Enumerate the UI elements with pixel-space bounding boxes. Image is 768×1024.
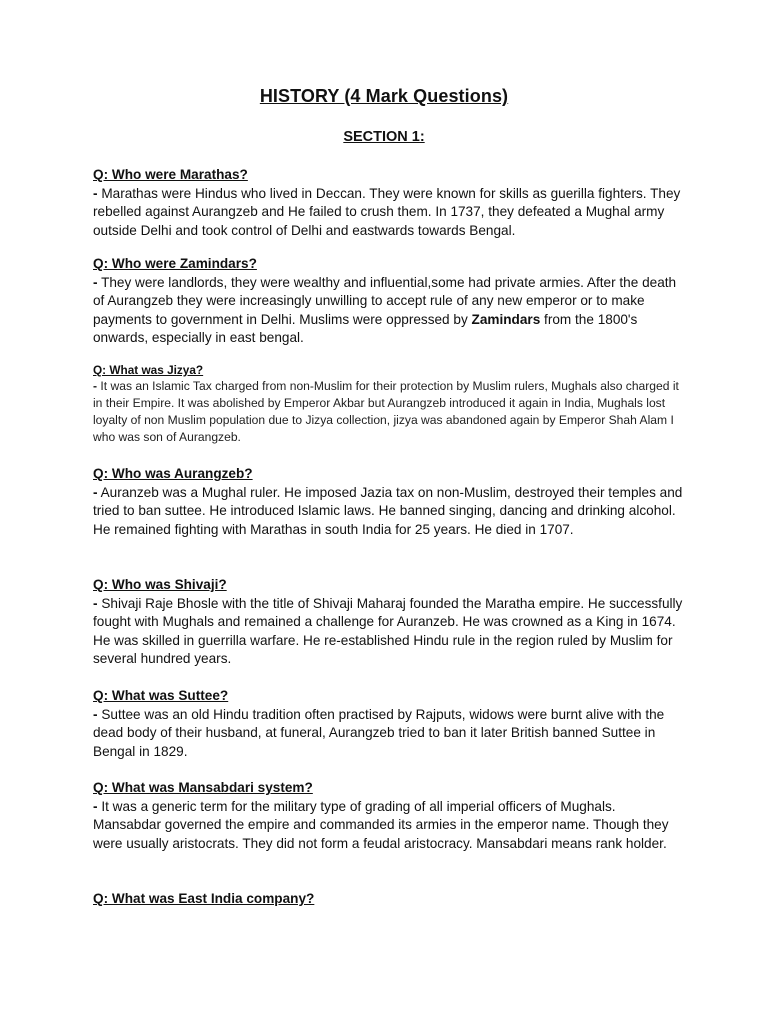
qa-item-east-india-company xyxy=(93,890,683,909)
qa-item-suttee xyxy=(93,687,683,761)
question-marathas: Q: Who were Marathas? xyxy=(93,167,248,182)
answer-bold-term: Zamindars xyxy=(471,311,541,327)
answer-text-after: from the 1800's onwards, especially in east bengal. xyxy=(93,311,638,345)
qa-item-marathas xyxy=(93,166,683,240)
answer-text: Suttee was an old Hindu tradition often practised by Rajputs, widows were burnt alive with the dead body of their husband, at funeral, Aurangzeb tried to ban it later British banned Suttee in Bengal in 1829. xyxy=(93,706,665,759)
answer-text-before: They were landlords, they were wealthy and influential,some had private armies. After the death of Aurangzeb they were increasingly unwilling to accept rule of any new emperor or to make payments to government in Delhi. Muslims were oppressed by xyxy=(93,274,677,327)
answer-text: Auranzeb was a Mughal ruler. He imposed Jazia tax on non-Muslim, destroyed their temples and tried to ban suttee. He introduced Islamic laws. He banned singing, dancing and drinking alcohol. He remained fighting with Marathas in south India for 25 years. He died in 1707. xyxy=(93,484,683,537)
answer-text: Marathas were Hindus who lived in Deccan. They were known for skills as guerilla fighters. They rebelled against Aurangzeb and He failed to crush them. In 1737, they defeated a Mughal army outside Delhi and took control of Delhi and eastwards towards Bengal. xyxy=(93,185,681,238)
document-title: HISTORY (4 Mark Questions) xyxy=(259,86,509,106)
answer-text: It was a generic term for the military type of grading of all imperial officers of Mughals. Mansabdar governed the empire and commanded its armies in the emperor name. Though they were usually aristocrats. They did not form a feudal aristocracy. Mansabdari means rank holder. xyxy=(93,798,669,851)
answer-dash: - xyxy=(93,379,98,393)
answer-text: Shivaji Raje Bhosle with the title of Shivaji Maharaj founded the Maratha empire. He successfully fought with Mughals and remained a challenge for Auranzeb. He was crowned as a King in 1674. He was skilled in guerrilla warfare. He re-established Hindu rule in the region ruled by Muslim for several hundred years. xyxy=(93,595,683,666)
answer-dash: - xyxy=(93,798,98,814)
answer-mansabdari xyxy=(93,798,683,854)
qa-item-shivaji xyxy=(93,576,683,669)
question-shivaji: Q: Who was Shivaji? xyxy=(93,577,227,592)
answer-text: It was an Islamic Tax charged from non-Muslim for their protection by Muslim rulers, Mughals also charged it in their Empire. It was abolished by Emperor Akbar but Aurangzeb introduced it again in India, Mughals lost loyalty of non Muslim population due to Jizya collection, jizya was abandoned again by Emperor Shah Alam I who was son of Aurangzeb. xyxy=(93,379,679,444)
question-suttee: Q: What was Suttee? xyxy=(93,688,229,703)
answer-suttee xyxy=(93,706,683,762)
answer-dash: - xyxy=(93,484,98,500)
answer-dash: - xyxy=(93,706,98,722)
question-east-india-company: Q: What was East India company? xyxy=(93,891,315,906)
answer-aurangzeb xyxy=(93,484,683,540)
question-zamindars: Q: Who were Zamindars? xyxy=(93,256,257,271)
qa-item-jizya xyxy=(93,362,683,446)
answer-zamindars xyxy=(93,274,683,348)
answer-dash: - xyxy=(93,185,98,201)
section-heading: SECTION 1: xyxy=(343,129,425,145)
question-jizya: Q: What was Jizya? xyxy=(93,363,204,377)
qa-item-aurangzeb xyxy=(93,465,683,539)
qa-item-mansabdari xyxy=(93,779,683,853)
answer-shivaji xyxy=(93,595,683,669)
question-mansabdari: Q: What was Mansabdari system? xyxy=(93,780,313,795)
answer-marathas xyxy=(93,185,683,241)
answer-jizya xyxy=(93,378,683,446)
answer-dash: - xyxy=(93,274,98,290)
answer-dash: - xyxy=(93,595,98,611)
qa-item-zamindars xyxy=(93,255,683,348)
question-aurangzeb: Q: Who was Aurangzeb? xyxy=(93,466,253,481)
